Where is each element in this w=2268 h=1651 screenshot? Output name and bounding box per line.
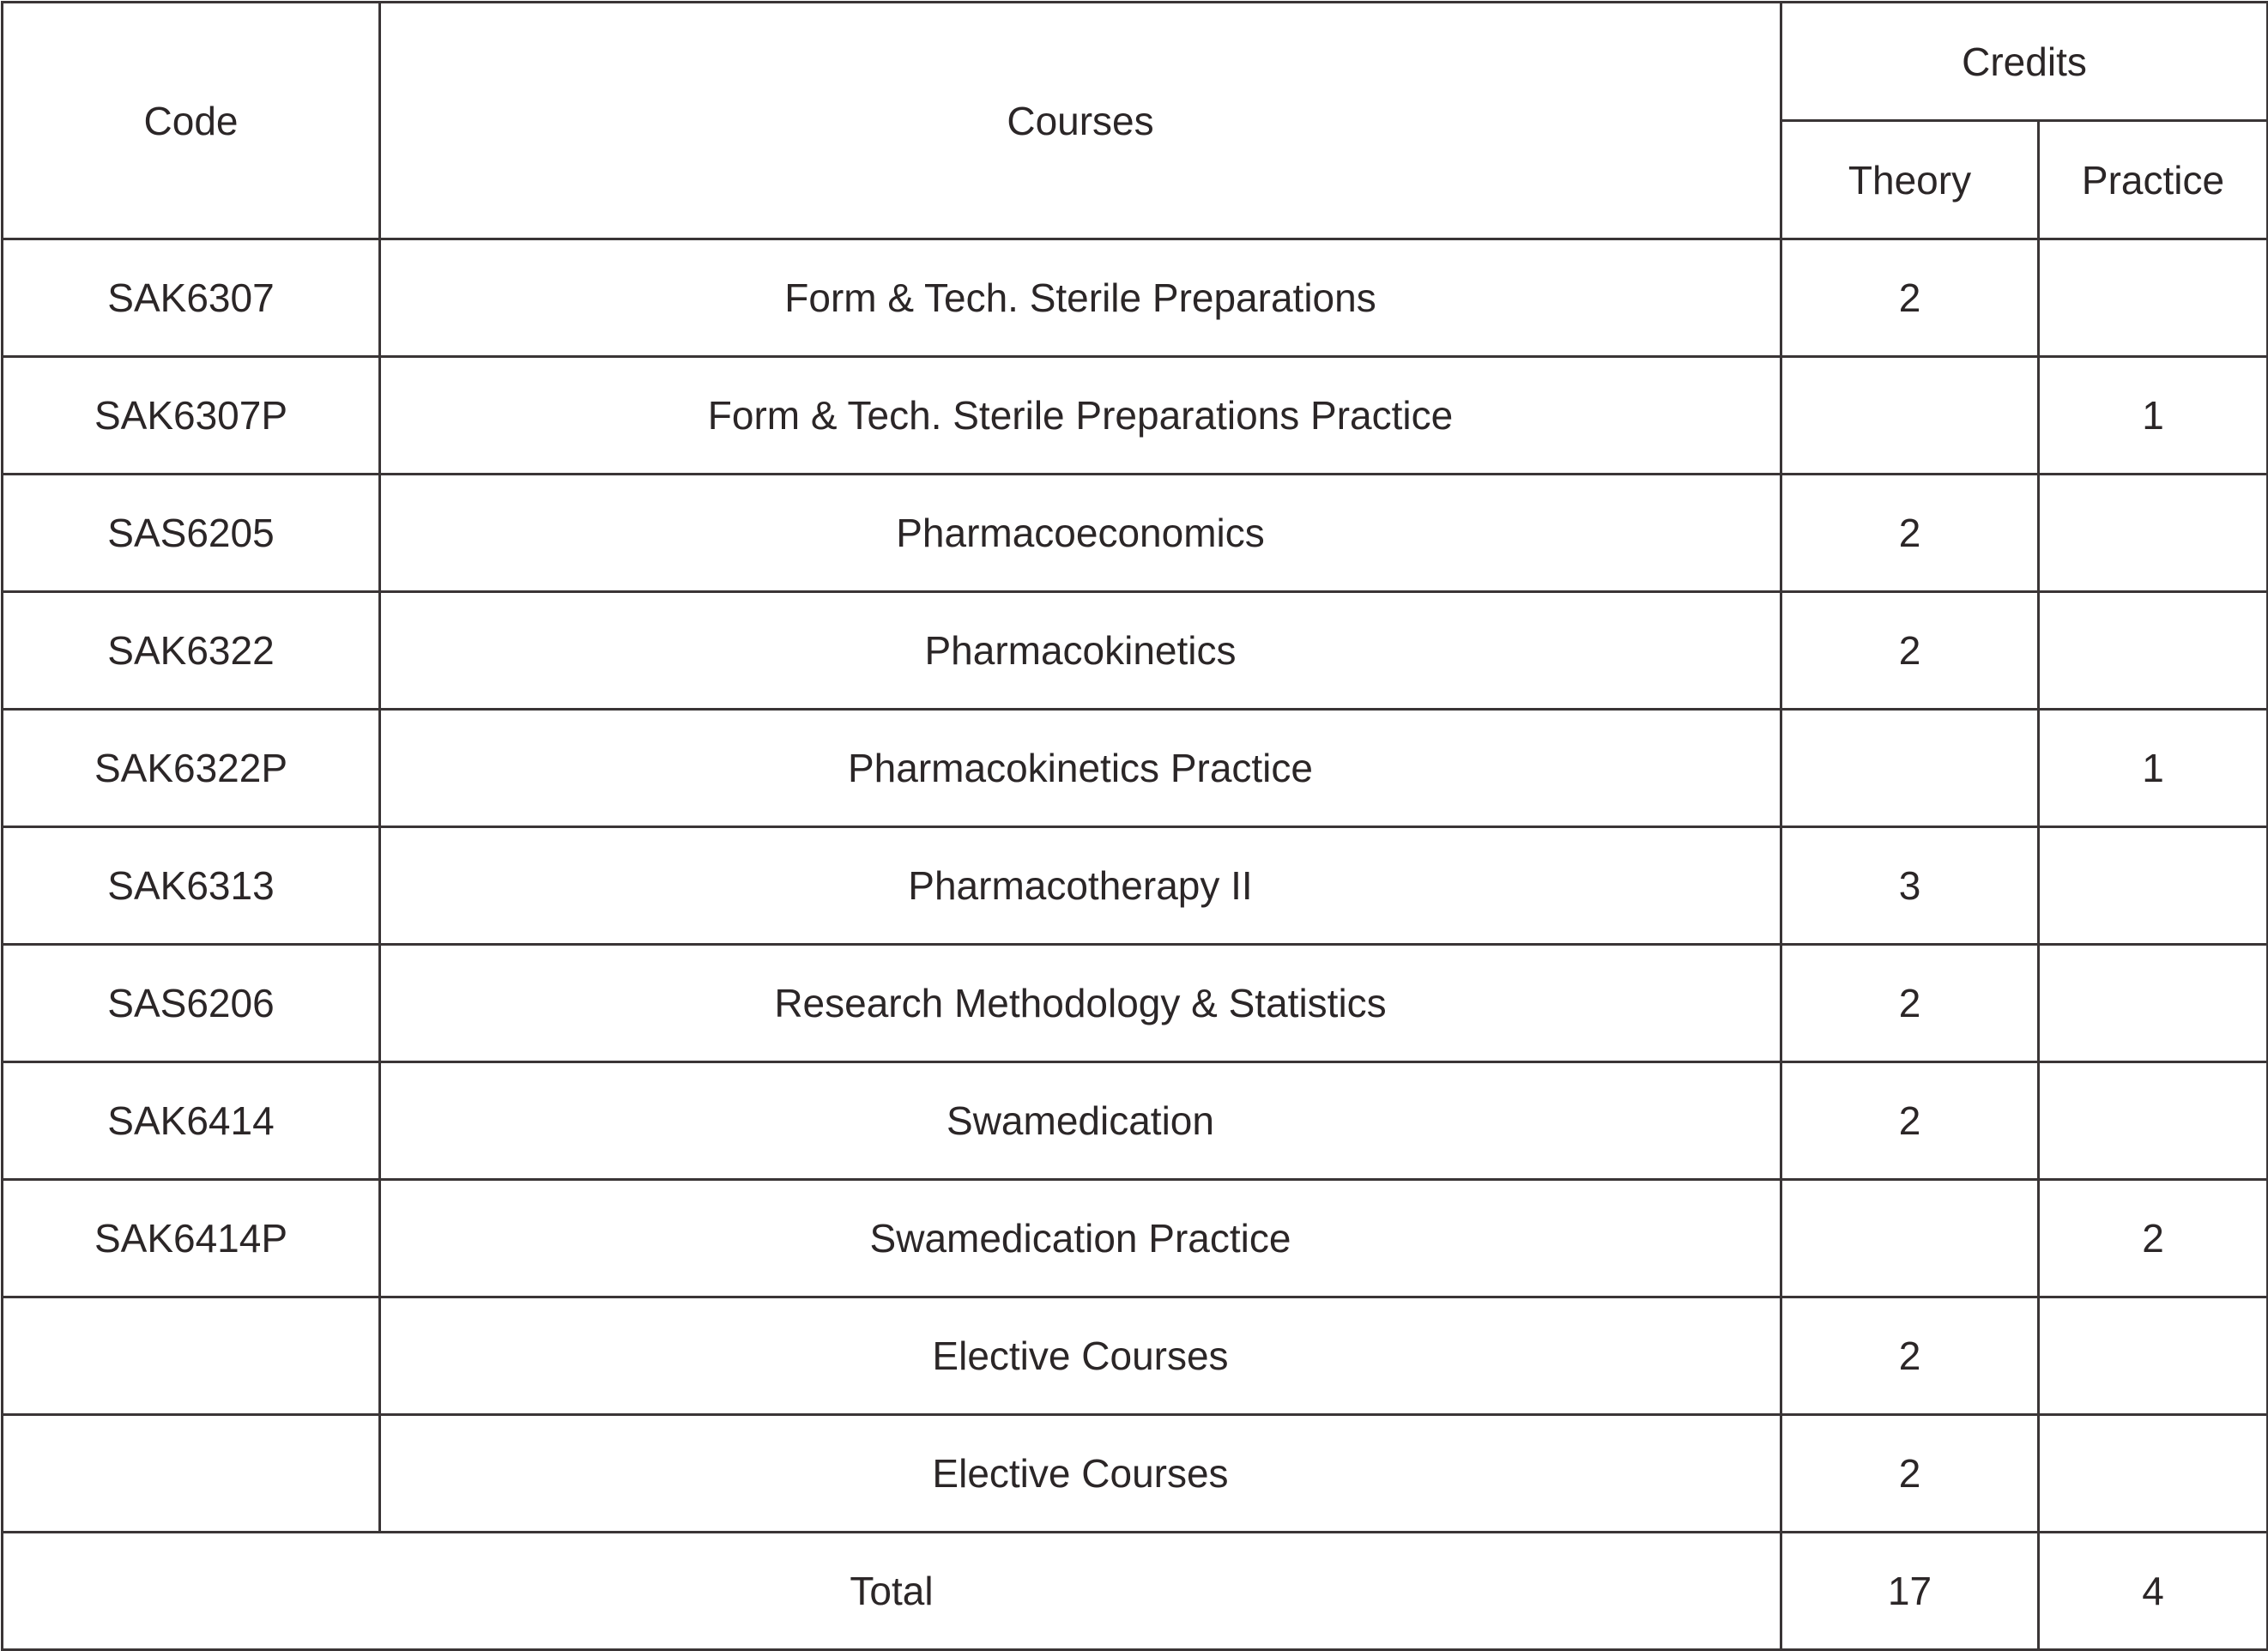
cell-practice	[2039, 239, 2268, 357]
table-row	[3, 710, 2268, 827]
cell-code: SAS6205	[3, 475, 380, 592]
table-row	[3, 1062, 2268, 1180]
cell-theory: 2	[1781, 945, 2039, 1062]
header-practice: Practice	[2039, 121, 2268, 239]
cell-course: Research Methodology & Statistics	[380, 945, 1781, 1062]
cell-practice	[2039, 592, 2268, 710]
cell-practice	[2039, 475, 2268, 592]
cell-theory: 2	[1781, 239, 2039, 357]
cell-code: SAK6414P	[3, 1180, 380, 1297]
cell-course: Swamedication	[380, 1062, 1781, 1180]
table-row	[3, 827, 2268, 945]
header-theory: Theory	[1781, 121, 2039, 239]
cell-practice	[2039, 945, 2268, 1062]
cell-course: Swamedication Practice	[380, 1180, 1781, 1297]
cell-practice: 2	[2039, 1180, 2268, 1297]
table-row	[3, 1297, 2268, 1415]
header-courses: Courses	[380, 3, 1781, 239]
cell-practice	[2039, 1062, 2268, 1180]
cell-practice	[2039, 1297, 2268, 1415]
cell-theory: 2	[1781, 592, 2039, 710]
header-code: Code	[3, 3, 380, 239]
cell-code	[3, 1415, 380, 1533]
cell-practice: 1	[2039, 710, 2268, 827]
cell-theory	[1781, 1180, 2039, 1297]
table-row	[3, 592, 2268, 710]
cell-course: Elective Courses	[380, 1297, 1781, 1415]
cell-code: SAK6307P	[3, 357, 380, 475]
cell-course: Pharmacoeconomics	[380, 475, 1781, 592]
total-practice: 4	[2039, 1533, 2268, 1650]
cell-theory: 3	[1781, 827, 2039, 945]
cell-course: Form & Tech. Sterile Preparations Practice	[380, 357, 1781, 475]
cell-code: SAK6307	[3, 239, 380, 357]
table-row	[3, 1180, 2268, 1297]
cell-code: SAK6322P	[3, 710, 380, 827]
cell-theory: 2	[1781, 475, 2039, 592]
cell-theory: 2	[1781, 1062, 2039, 1180]
cell-code: SAS6206	[3, 945, 380, 1062]
table-row	[3, 475, 2268, 592]
total-theory: 17	[1781, 1533, 2039, 1650]
header-row	[3, 3, 2268, 121]
cell-theory: 2	[1781, 1297, 2039, 1415]
cell-course: Pharmacokinetics	[380, 592, 1781, 710]
table-row	[3, 945, 2268, 1062]
table-row	[3, 239, 2268, 357]
cell-code: SAK6414	[3, 1062, 380, 1180]
cell-theory	[1781, 710, 2039, 827]
table-row	[3, 1415, 2268, 1533]
cell-theory	[1781, 357, 2039, 475]
cell-code	[3, 1297, 380, 1415]
curriculum-table	[1, 1, 2268, 1651]
cell-practice: 1	[2039, 357, 2268, 475]
cell-course: Pharmacokinetics Practice	[380, 710, 1781, 827]
cell-course: Pharmacotherapy II	[380, 827, 1781, 945]
cell-code: SAK6322	[3, 592, 380, 710]
cell-course: Form & Tech. Sterile Preparations	[380, 239, 1781, 357]
cell-practice	[2039, 827, 2268, 945]
total-label: Total	[3, 1533, 1781, 1650]
cell-theory: 2	[1781, 1415, 2039, 1533]
cell-course: Elective Courses	[380, 1415, 1781, 1533]
cell-practice	[2039, 1415, 2268, 1533]
table-row	[3, 357, 2268, 475]
cell-code: SAK6313	[3, 827, 380, 945]
total-row	[3, 1533, 2268, 1650]
header-credits: Credits	[1781, 3, 2268, 121]
